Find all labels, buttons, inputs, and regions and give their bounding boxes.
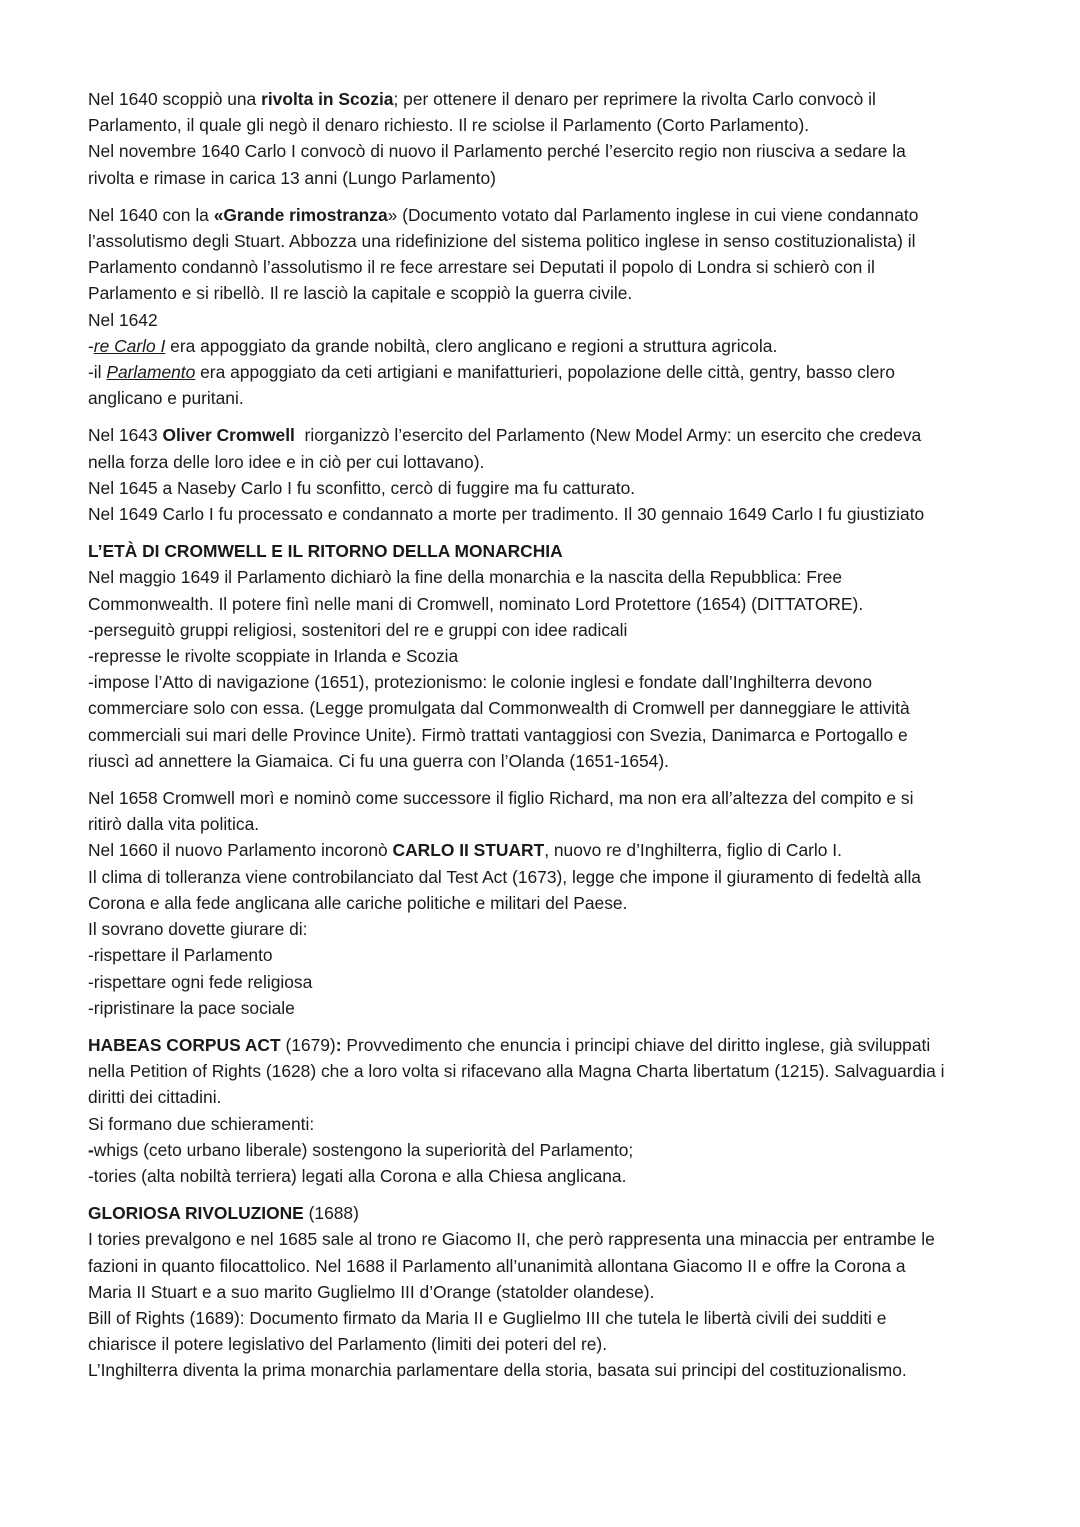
text-segment: Nel 1640 con la bbox=[88, 204, 214, 225]
text-line: Parlamento, il quale gli negò il denaro richiesto. Il re sciolse il Parlamento (Corto Parlamento). bbox=[88, 115, 810, 136]
text-line: L’Inghilterra diventa la prima monarchia parlamentare della storia, basata sui principi del costituzionalismo. bbox=[88, 1360, 907, 1381]
text-line: nella forza delle loro idee e in ciò per cui lottavano). bbox=[88, 451, 485, 472]
text-line: l’assolutismo degli Stuart. Abbozza una ridefinizione del sistema politico inglese in senso costituzionalista) il bbox=[88, 231, 916, 252]
paragraph-grand-remonstrance bbox=[88, 202, 1003, 412]
text-line: Nel novembre 1640 Carlo I convocò di nuovo il Parlamento perché l’esercito regio non riusciva a sedare la bbox=[88, 141, 906, 162]
text-segment: Nel 1643 bbox=[88, 425, 163, 446]
text-line bbox=[88, 86, 1003, 112]
text-line: -perseguitò gruppi religiosi, sostenitori del re e gruppi con idee radicali bbox=[88, 619, 628, 640]
bold-term: GLORIOSA RIVOLUZIONE bbox=[88, 1203, 304, 1224]
text-line: diritti dei cittadini. bbox=[88, 1087, 222, 1108]
text-line: nella Petition of Rights (1628) che a loro volta si rifacevano alla Magna Charta libertatum (1215). Salvaguardia i bbox=[88, 1061, 945, 1082]
document-page bbox=[88, 86, 1003, 1395]
bold-term: rivolta in Scozia bbox=[261, 89, 394, 109]
text-segment: Nel 1660 il nuovo Parlamento incoronò bbox=[88, 840, 393, 861]
text-line: I tories prevalgono e nel 1685 sale al trono re Giacomo II, che però rappresenta una minaccia per entrambe le bbox=[88, 1229, 935, 1250]
text-line: Nel 1645 a Naseby Carlo I fu sconfitto, cercò di fuggire ma fu catturato. bbox=[88, 477, 636, 498]
text-line: chiarisce il potere legislativo del Parlamento (limiti dei poteri del re). bbox=[88, 1334, 608, 1355]
text-line bbox=[88, 837, 1003, 863]
text-line: -impose l’Atto di navigazione (1651), protezionismo: le colonie inglesi e fondate dall’Inghilterra devono bbox=[88, 672, 873, 693]
text-line: Il clima di tolleranza viene controbilanciato dal Test Act (1673), legge che impone il giuramento di fedeltà alla bbox=[88, 866, 921, 887]
text-segment: , nuovo re d’Inghilterra, figlio di Carlo I. bbox=[544, 840, 842, 861]
section-heading bbox=[88, 1200, 1003, 1226]
text-line: ritirò dalla vita politica. bbox=[88, 814, 260, 835]
text-segment: era appoggiato da grande nobiltà, clero anglicano e regioni a struttura agricola. bbox=[165, 335, 778, 356]
paragraph-habeas-corpus bbox=[88, 1032, 1003, 1189]
text-segment: (1688) bbox=[303, 1203, 359, 1224]
section-cromwell-era bbox=[88, 538, 1003, 774]
section-heading: L’ETÀ DI CROMWELL E IL RITORNO DELLA MONARCHIA bbox=[88, 541, 563, 562]
text-line: Parlamento e si ribellò. Il re lasciò la capitale e scoppiò la guerra civile. bbox=[88, 283, 633, 304]
bold-term: : bbox=[335, 1034, 342, 1055]
paragraph-cromwell-army bbox=[88, 422, 1003, 527]
text-line: Si formano due schieramenti: bbox=[88, 1113, 315, 1134]
text-line: Parlamento condannò l’assolutismo il re fece arrestare sei Deputati il popolo di Londra si schierò con il bbox=[88, 257, 875, 278]
text-line: -represse le rivolte scoppiate in Irlanda e Scozia bbox=[88, 646, 459, 667]
text-line: Maria II Stuart e a suo marito Guglielmo III d’Orange (statolder olandese). bbox=[88, 1281, 655, 1302]
text-line: Bill of Rights (1689): Documento firmato da Maria II e Guglielmo III che tutela le libertà civili dei sudditi e bbox=[88, 1307, 887, 1328]
text-line: commerciali sui mari delle Province Unite). Firmò trattati vantaggiosi con Svezia, Danimarca e Portogallo e bbox=[88, 724, 908, 745]
text-line bbox=[88, 359, 1003, 385]
text-line: Nel 1649 Carlo I fu processato e condannato a morte per tradimento. Il 30 gennaio 1649 Carlo I fu giustiziato bbox=[88, 504, 925, 525]
text-segment: riorganizzò l’esercito del Parlamento (New Model Army: un esercito che credeva bbox=[294, 425, 922, 446]
text-line: -rispettare il Parlamento bbox=[88, 945, 273, 966]
bold-term: CARLO II STUART bbox=[392, 840, 545, 861]
text-line: -ripristinare la pace sociale bbox=[88, 997, 295, 1018]
text-line: Nel 1642 bbox=[88, 309, 158, 330]
text-line: Commonwealth. Il potere finì nelle mani di Cromwell, nominato Lord Protettore (1654) (DITTATORE). bbox=[88, 593, 864, 614]
section-glorious-revolution bbox=[88, 1200, 1003, 1383]
text-line: riuscì ad annettere la Giamaica. Ci fu una guerra con l’Olanda (1651-1654). bbox=[88, 750, 669, 771]
text-line bbox=[88, 202, 1003, 228]
text-line bbox=[88, 333, 1003, 359]
text-line bbox=[88, 1137, 1003, 1163]
paragraph-scottish-revolt bbox=[88, 86, 1003, 191]
text-line: -tories (alta nobiltà terriera) legati alla Corona e alla Chiesa anglicana. bbox=[88, 1165, 627, 1186]
bold-term: «Grande rimostranza bbox=[213, 204, 388, 225]
text-line: fazioni in quanto filocattolico. Nel 1688 il Parlamento all’unanimità allontana Giacomo II e offre la Corona a bbox=[88, 1255, 906, 1276]
text-line: Corona e alla fede anglicana alle cariche politiche e militari del Paese. bbox=[88, 892, 628, 913]
text-line bbox=[88, 1032, 1003, 1058]
text-segment: era appoggiato da ceti artigiani e manifatturieri, popolazione delle città, gentry, basso clero bbox=[195, 362, 895, 383]
text-segment: (1679) bbox=[280, 1034, 336, 1055]
text-line bbox=[88, 422, 1003, 448]
text-line: -rispettare ogni fede religiosa bbox=[88, 971, 313, 992]
text-line: Il sovrano dovette giurare di: bbox=[88, 919, 308, 940]
text-segment: Provvedimento che enuncia i principi chiave del diritto inglese, già sviluppati bbox=[341, 1034, 931, 1055]
text-line: Nel 1658 Cromwell morì e nominò come successore il figlio Richard, ma non era all’altezza del compito e si bbox=[88, 788, 914, 809]
text-segment: » (Documento votato dal Parlamento inglese in cui viene condannato bbox=[387, 204, 919, 225]
text-segment: - bbox=[88, 335, 94, 356]
text-line: Nel maggio 1649 il Parlamento dichiarò la fine della monarchia e la nascita della Repubblica: Free bbox=[88, 567, 843, 588]
text-segment: ; per ottenere il denaro per reprimere la rivolta Carlo convocò il bbox=[393, 89, 876, 109]
text-line: commerciare solo con essa. (Legge promulgata dal Commonwealth di Cromwell per danneggiare le attività bbox=[88, 698, 910, 719]
paragraph-restoration bbox=[88, 785, 1003, 1021]
text-segment: Nel 1640 scoppiò una bbox=[88, 89, 262, 109]
text-line: anglicano e puritani. bbox=[88, 388, 244, 409]
underlined-term: Parlamento bbox=[106, 362, 196, 383]
text-segment: whigs (ceto urbano liberale) sostengono la superiorità del Parlamento; bbox=[93, 1139, 634, 1160]
bold-term: HABEAS CORPUS ACT bbox=[88, 1034, 281, 1055]
bold-term: - bbox=[88, 1139, 94, 1160]
underlined-term: re Carlo I bbox=[93, 335, 166, 356]
bold-term: Oliver Cromwell bbox=[162, 425, 295, 446]
text-line: rivolta e rimase in carica 13 anni (Lungo Parlamento) bbox=[88, 167, 496, 188]
text-segment: -il bbox=[88, 362, 107, 383]
